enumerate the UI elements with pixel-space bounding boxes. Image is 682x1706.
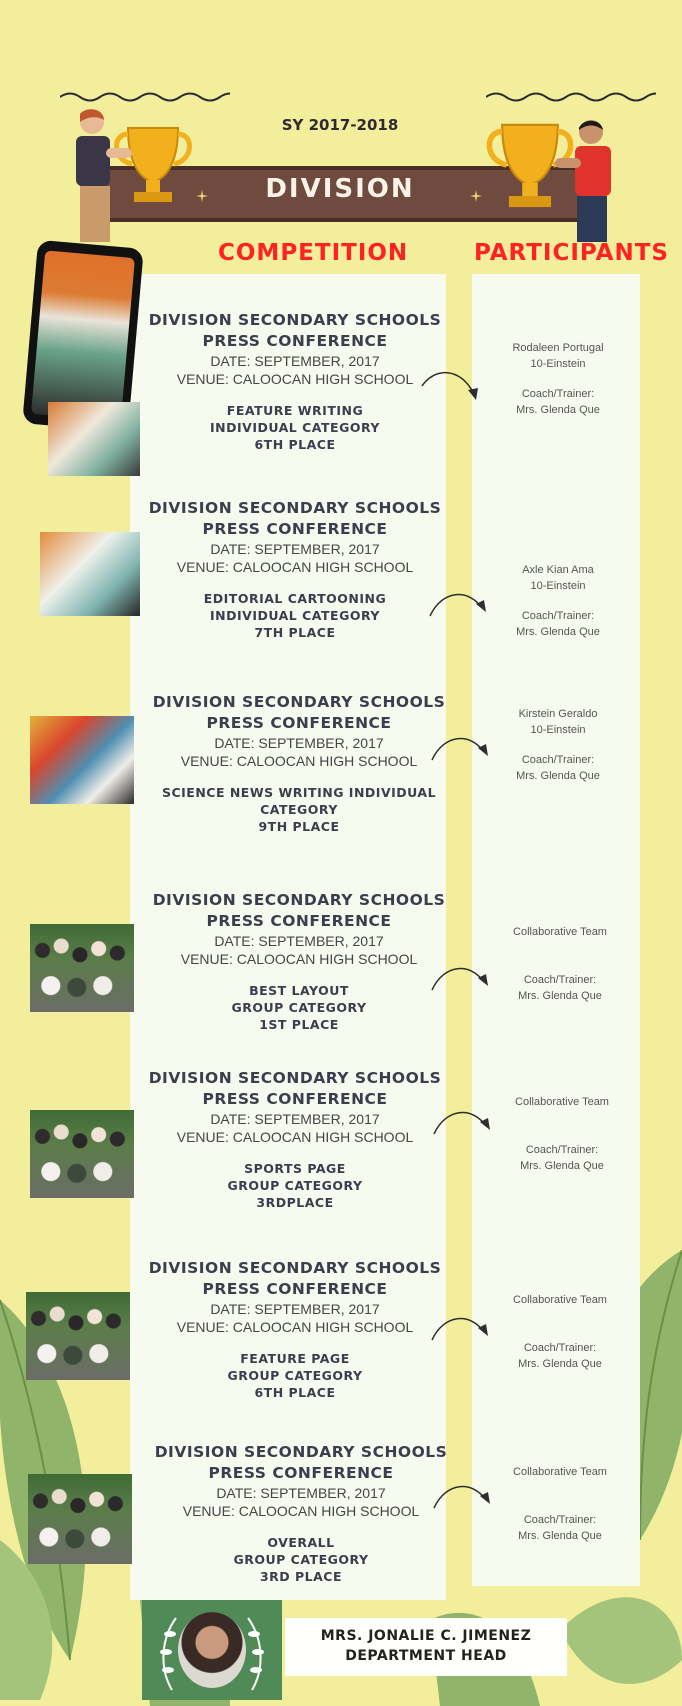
entry-subtitle: PRESS CONFERENCE [202,332,388,350]
award-place: 7TH PLACE [254,625,336,640]
coach-label: Coach/Trainer: [525,1144,599,1156]
award-name: SPORTS PAGE [244,1161,346,1176]
group-photo [26,1292,130,1380]
award-category: CATEGORY [260,802,338,817]
coach-label: Coach/Trainer: [523,1342,597,1354]
award-category: GROUP CATEGORY [233,1552,369,1567]
coach-label: Coach/Trainer: [521,754,595,766]
coach-name: Mrs. Glenda Que [518,990,602,1002]
participant-block [478,562,638,640]
head-role: DEPARTMENT HEAD [345,1648,507,1664]
award-photo [40,532,140,616]
award-place: 1ST PLACE [259,1017,339,1032]
award-category: GROUP CATEGORY [227,1178,363,1193]
award-place: 6TH PLACE [254,437,336,452]
award-place: 3RDPLACE [256,1195,334,1210]
coach-name: Mrs. Glenda Que [516,626,600,638]
avatar [178,1612,246,1688]
coach-label: Coach/Trainer: [523,1514,597,1526]
entry-date: DATE: SEPTEMBER, 2017 [210,541,380,557]
wavy-line-left [60,90,230,104]
participant-block [478,706,638,784]
participant-section: 10-Einstein [530,724,586,736]
participant-name: Axle Kian Ama [522,564,594,576]
entry-title: DIVISION SECONDARY SCHOOLS [148,499,442,517]
curved-arrow-icon [430,1310,494,1350]
sparkle-icon [470,190,482,202]
group-photo [30,924,134,1012]
participant-block [480,1292,640,1372]
coach-name: Mrs. Glenda Que [516,404,600,416]
participant-block [480,924,640,1004]
award-category: GROUP CATEGORY [231,1000,367,1015]
award-name: EDITORIAL CARTOONING [203,591,387,606]
entry-title: DIVISION SECONDARY SCHOOLS [148,1069,442,1087]
award-category: INDIVIDUAL CATEGORY [210,420,380,435]
entry-venue: VENUE: CALOOCAN HIGH SCHOOL [180,951,418,967]
curved-arrow-icon [432,1478,496,1518]
entry-venue: VENUE: CALOOCAN HIGH SCHOOL [176,1319,414,1335]
curved-arrow-icon [428,586,492,626]
curved-arrow-icon [430,960,494,1000]
entry-venue: VENUE: CALOOCAN HIGH SCHOOL [182,1503,420,1519]
coach-name: Mrs. Glenda Que [518,1358,602,1370]
participant-block [482,1094,642,1174]
coach-label: Coach/Trainer: [523,974,597,986]
award-place: 9TH PLACE [258,819,340,834]
entry-subtitle: PRESS CONFERENCE [206,912,392,930]
entry-subtitle: PRESS CONFERENCE [202,1280,388,1298]
award-name: SCIENCE NEWS WRITING INDIVIDUAL [161,785,437,800]
school-year: SY 2017-2018 [281,116,399,134]
coach-name: Mrs. Glenda Que [516,770,600,782]
group-photo [28,1474,132,1564]
competition-entry [140,498,450,641]
award-name: BEST LAYOUT [249,983,349,998]
entry-venue: VENUE: CALOOCAN HIGH SCHOOL [176,371,414,387]
award-place: 3RD PLACE [259,1569,343,1584]
competition-entry [140,1258,450,1401]
sparkle-icon [196,190,208,202]
wavy-line-right [486,90,656,104]
entry-venue: VENUE: CALOOCAN HIGH SCHOOL [176,1129,414,1145]
entry-subtitle: PRESS CONFERENCE [202,520,388,538]
entry-date: DATE: SEPTEMBER, 2017 [210,1301,380,1317]
department-head-name [285,1626,567,1666]
competition-entry [144,890,454,1033]
award-name: FEATURE PAGE [240,1351,350,1366]
entry-date: DATE: SEPTEMBER, 2017 [210,1111,380,1127]
coach-label: Coach/Trainer: [521,610,595,622]
competition-entry [140,310,450,453]
award-category: GROUP CATEGORY [227,1368,363,1383]
entry-title: DIVISION SECONDARY SCHOOLS [152,693,446,711]
group-photo [30,1110,134,1198]
competition-heading: COMPETITION [218,240,409,266]
award-place: 6TH PLACE [254,1385,336,1400]
entry-date: DATE: SEPTEMBER, 2017 [210,353,380,369]
award-name: FEATURE WRITING [226,403,364,418]
participant-section: 10-Einstein [530,358,586,370]
coach-name: Mrs. Glenda Que [518,1530,602,1542]
curved-arrow-icon [430,730,494,770]
participant-section: 10-Einstein [530,580,586,592]
participant-name: Collaborative Team [513,1466,607,1478]
participants-heading: PARTICIPANTS [474,240,669,266]
entry-date: DATE: SEPTEMBER, 2017 [214,735,384,751]
participant-name: Collaborative Team [515,1096,609,1108]
participant-name: Kirstein Geraldo [518,708,598,720]
entry-subtitle: PRESS CONFERENCE [208,1464,394,1482]
participant-name: Collaborative Team [513,926,607,938]
curved-arrow-icon [420,364,484,404]
award-name: OVERALL [267,1535,335,1550]
entry-date: DATE: SEPTEMBER, 2017 [214,933,384,949]
entry-title: DIVISION SECONDARY SCHOOLS [152,891,446,909]
participant-block [478,340,638,418]
entry-venue: VENUE: CALOOCAN HIGH SCHOOL [176,559,414,575]
coach-name: Mrs. Glenda Que [520,1160,604,1172]
banner-title: DIVISION [265,174,415,204]
award-photo [48,402,140,476]
award-category: INDIVIDUAL CATEGORY [210,608,380,623]
entry-venue: VENUE: CALOOCAN HIGH SCHOOL [180,753,418,769]
participant-name: Rodaleen Portugal [512,342,604,354]
entry-subtitle: PRESS CONFERENCE [202,1090,388,1108]
person-left-icon [66,108,136,244]
entry-date: DATE: SEPTEMBER, 2017 [216,1485,386,1501]
entry-title: DIVISION SECONDARY SCHOOLS [148,311,442,329]
competition-entry [144,692,454,835]
entry-title: DIVISION SECONDARY SCHOOLS [148,1259,442,1277]
curved-arrow-icon [432,1104,496,1144]
participant-name: Collaborative Team [513,1294,607,1306]
award-photo [30,716,134,804]
participant-block [480,1464,640,1544]
head-name: MRS. JONALIE C. JIMENEZ [320,1628,532,1644]
person-right-icon [555,118,625,244]
coach-label: Coach/Trainer: [521,388,595,400]
entry-subtitle: PRESS CONFERENCE [206,714,392,732]
competition-entry [146,1442,456,1585]
competition-entry [140,1068,450,1211]
entry-title: DIVISION SECONDARY SCHOOLS [154,1443,448,1461]
